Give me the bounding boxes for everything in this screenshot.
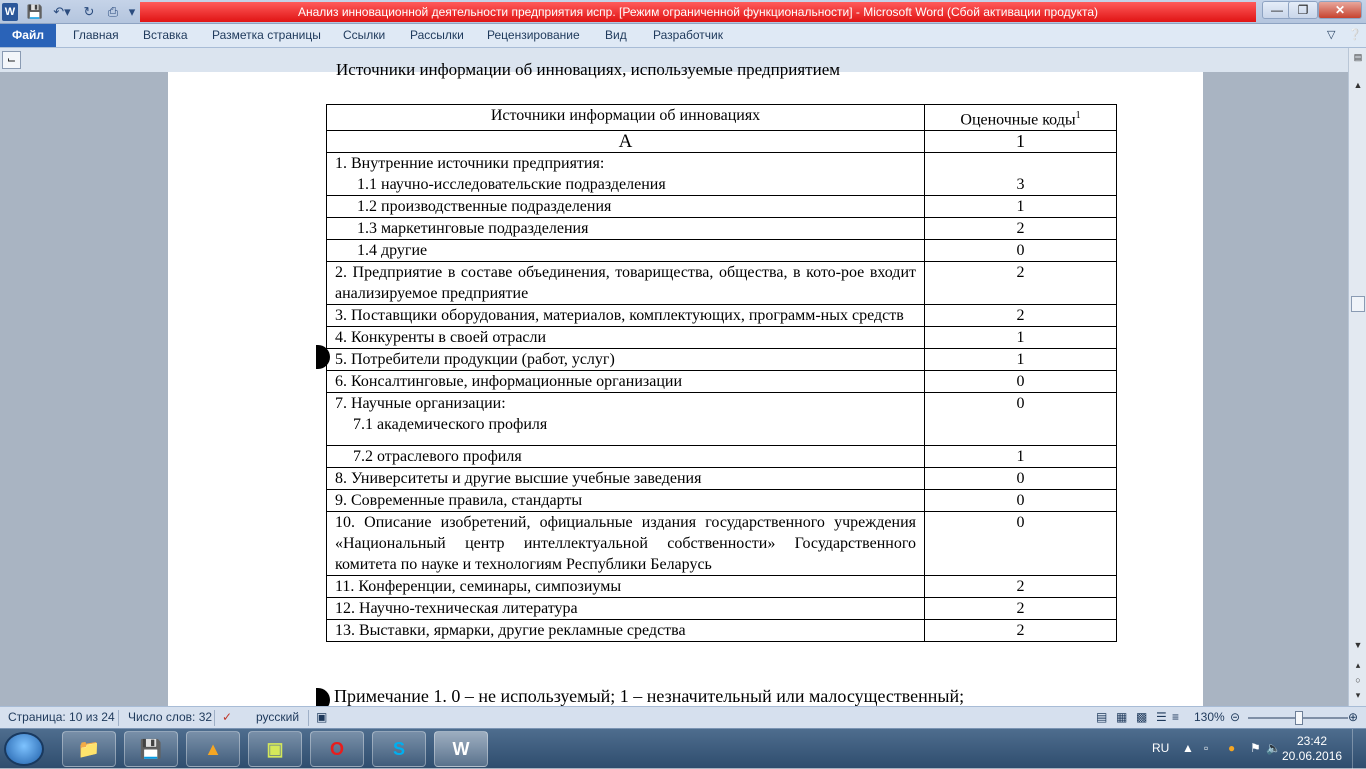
minimize-button[interactable]: — bbox=[1262, 1, 1292, 19]
row-text: 10. Описание изобретений, официальные издания государственного учреждения «Национальный центр интеллектуальной собственности» Государственного комитета по науке и технологиям Республики Беларусь bbox=[327, 512, 925, 576]
page-counter[interactable]: Страница: 10 из 24 bbox=[8, 710, 115, 724]
table-row bbox=[327, 153, 1117, 196]
status-divider bbox=[308, 710, 309, 726]
row-code: 1 bbox=[925, 349, 1117, 371]
row-text: 1.3 маркетинговые подразделения bbox=[327, 218, 925, 240]
close-button[interactable]: ✕ bbox=[1318, 1, 1362, 19]
draft-view-icon[interactable]: ≡ bbox=[1172, 710, 1180, 724]
aimp-icon[interactable]: ▲ bbox=[186, 731, 240, 767]
full-screen-reading-icon[interactable]: ▦ bbox=[1116, 710, 1128, 724]
row-text: 7.1 академического профиля bbox=[353, 416, 548, 434]
status-divider bbox=[118, 710, 119, 726]
table-row bbox=[327, 598, 1117, 620]
maximize-button[interactable]: ❐ bbox=[1288, 1, 1318, 19]
tab-home[interactable]: Главная bbox=[73, 28, 119, 42]
row-code: 2 bbox=[925, 305, 1117, 327]
show-desktop-button[interactable] bbox=[1352, 729, 1366, 769]
clock-time: 23:42 bbox=[1296, 734, 1328, 748]
table-row bbox=[327, 349, 1117, 371]
redo-icon[interactable]: ↻ bbox=[83, 4, 95, 19]
title-bar bbox=[0, 0, 1366, 24]
row-text: 9. Современные правила, стандарты bbox=[327, 490, 925, 512]
tab-insert[interactable]: Вставка bbox=[143, 28, 188, 42]
header-source: Источники информации об инновациях bbox=[327, 105, 925, 131]
row-code: 1 bbox=[925, 446, 1117, 468]
row-text: 1.4 другие bbox=[327, 240, 925, 262]
row-code: 2 bbox=[925, 576, 1117, 598]
document-page[interactable] bbox=[168, 60, 1203, 712]
row-code: 2 bbox=[925, 620, 1117, 642]
row-text: 1.1 научно-исследовательские подразделения bbox=[357, 176, 666, 194]
tab-references[interactable]: Ссылки bbox=[343, 28, 386, 42]
partial-heading: Источники информации об инновациях, используемые предприятием bbox=[336, 60, 840, 79]
taskbar bbox=[0, 728, 1366, 768]
status-divider bbox=[214, 710, 215, 726]
row-text: 7.2 отраслевого профиля bbox=[327, 446, 925, 468]
sticky-notes-icon[interactable]: ▣ bbox=[248, 731, 302, 767]
row-code: 0 bbox=[925, 512, 1117, 576]
table-row bbox=[327, 446, 1117, 468]
row-code: 3 bbox=[925, 153, 1117, 196]
tab-stop-selector-icon[interactable]: ⌙ bbox=[2, 51, 21, 69]
tab-file[interactable]: Файл bbox=[0, 24, 56, 47]
table-row bbox=[327, 218, 1117, 240]
status-bar bbox=[0, 706, 1366, 728]
row-text: 8. Университеты и другие высшие учебные заведения bbox=[327, 468, 925, 490]
volume-icon[interactable]: 🔈 bbox=[1266, 741, 1281, 755]
tray-app-icon[interactable]: ● bbox=[1228, 741, 1236, 755]
zoom-out-icon[interactable]: ⊝ bbox=[1230, 710, 1241, 724]
keyboard-language[interactable]: RU bbox=[1152, 741, 1170, 755]
tab-mailings[interactable]: Рассылки bbox=[410, 28, 464, 42]
table-header-row bbox=[327, 105, 1117, 131]
customize-qat-icon[interactable]: ▾ bbox=[128, 4, 136, 19]
outline-view-icon[interactable]: ☰ bbox=[1156, 710, 1167, 724]
header-code: Оценочные коды$^1$ bbox=[925, 105, 1117, 131]
word-counter[interactable]: Число слов: 32 bbox=[128, 710, 213, 724]
tab-page-layout[interactable]: Разметка страницы bbox=[212, 28, 321, 42]
subheader-source: А bbox=[327, 131, 925, 153]
row-code: 0 bbox=[925, 371, 1117, 393]
table-row bbox=[327, 620, 1117, 642]
row-text: 13. Выставки, ярмарки, другие рекламные средства bbox=[327, 620, 925, 642]
table-row bbox=[327, 196, 1117, 218]
save-app-icon[interactable]: 💾 bbox=[124, 731, 178, 767]
table-row bbox=[327, 240, 1117, 262]
proofing-icon[interactable]: ✓ bbox=[222, 710, 233, 724]
row-text: 6. Консалтинговые, информационные организации bbox=[327, 371, 925, 393]
start-button[interactable] bbox=[4, 732, 44, 766]
row-code: 1 bbox=[925, 327, 1117, 349]
next-page-icon[interactable]: ▾ bbox=[1355, 690, 1361, 700]
row-code: 0 bbox=[925, 240, 1117, 262]
row-text: 7. Научные организации: bbox=[335, 395, 506, 413]
row-text: 3. Поставщики оборудования, материалов, комплектующих, программ-ных средств bbox=[327, 305, 925, 327]
zoom-level[interactable]: 130% bbox=[1194, 710, 1225, 724]
row-text: 5. Потребители продукции (работ, услуг) bbox=[327, 349, 925, 371]
row-code: 0 bbox=[925, 468, 1117, 490]
view-ruler-icon[interactable]: ▤ bbox=[1353, 52, 1363, 62]
web-layout-icon[interactable]: ▩ bbox=[1136, 710, 1148, 724]
print-preview-icon[interactable]: ⎙ bbox=[107, 4, 119, 19]
row-code: 0 bbox=[925, 393, 1117, 446]
skype-icon[interactable]: S bbox=[372, 731, 426, 767]
row-code: 2 bbox=[925, 262, 1117, 305]
word-taskbar-icon[interactable]: W bbox=[434, 731, 488, 767]
macro-recording-icon[interactable]: ▣ bbox=[316, 710, 328, 724]
table-row bbox=[327, 468, 1117, 490]
row-code: 0 bbox=[925, 490, 1117, 512]
scroll-up-icon[interactable]: ▲ bbox=[1353, 80, 1363, 90]
sources-table[interactable] bbox=[326, 104, 1117, 642]
zoom-slider-thumb[interactable] bbox=[1295, 711, 1303, 725]
table-row bbox=[327, 393, 1117, 446]
explorer-icon[interactable]: 📁 bbox=[62, 731, 116, 767]
row-text: 4. Конкуренты в своей отрасли bbox=[327, 327, 925, 349]
table-subheader-row bbox=[327, 131, 1117, 153]
table-row bbox=[327, 576, 1117, 598]
row-text: 12. Научно-техническая литература bbox=[327, 598, 925, 620]
browse-object-icon[interactable]: ○ bbox=[1355, 675, 1361, 685]
scroll-thumb[interactable] bbox=[1351, 296, 1365, 312]
clock-date: 20.06.2016 bbox=[1282, 749, 1343, 763]
opera-icon[interactable]: O bbox=[310, 731, 364, 767]
subheader-code: 1 bbox=[925, 131, 1117, 153]
clock[interactable] bbox=[1282, 734, 1342, 764]
document-area[interactable] bbox=[0, 60, 1348, 706]
tab-review[interactable]: Рецензирование bbox=[487, 28, 580, 42]
print-layout-icon[interactable]: ▤ bbox=[1096, 710, 1108, 724]
table-row bbox=[327, 512, 1117, 576]
zoom-in-icon[interactable]: ⊕ bbox=[1348, 710, 1359, 724]
row-code: 1 bbox=[925, 196, 1117, 218]
row-text: 1. Внутренние источники предприятия: bbox=[335, 155, 605, 173]
expand-ribbon-icon[interactable]: ▽ bbox=[1327, 29, 1336, 41]
table-row bbox=[327, 305, 1117, 327]
row-text: 2. Предприятие в составе объединения, товарищества, общества, в кото-рое входит анализируемое предприятие bbox=[327, 262, 925, 305]
row-text: 11. Конференции, семинары, симпозиумы bbox=[327, 576, 925, 598]
save-icon[interactable]: 💾 bbox=[26, 4, 44, 19]
tab-developer[interactable]: Разработчик bbox=[653, 28, 723, 42]
row-code: 2 bbox=[925, 598, 1117, 620]
language-indicator[interactable]: русский bbox=[256, 710, 300, 724]
vertical-scrollbar[interactable] bbox=[1348, 48, 1366, 706]
table-row bbox=[327, 262, 1117, 305]
word-app-icon[interactable]: W bbox=[2, 3, 18, 21]
table-row bbox=[327, 490, 1117, 512]
window-title: Анализ инновационной деятельности предприятия испр. [Режим ограниченной функциональности] - Microsoft Word (Сбой активации продукта) bbox=[140, 2, 1256, 22]
tab-view[interactable]: Вид bbox=[605, 28, 627, 42]
undo-icon[interactable]: ↶▾ bbox=[53, 4, 71, 19]
ribbon-tabs bbox=[0, 24, 1366, 48]
row-code: 2 bbox=[925, 218, 1117, 240]
row-text: 1.2 производственные подразделения bbox=[327, 196, 925, 218]
previous-page-icon[interactable]: ▴ bbox=[1355, 660, 1361, 670]
table-row bbox=[327, 327, 1117, 349]
flag-icon[interactable]: ⚑ bbox=[1250, 741, 1261, 755]
tray-expand-icon[interactable]: ▲ bbox=[1182, 741, 1194, 755]
network-icon[interactable]: ▫ bbox=[1204, 741, 1209, 755]
table-row bbox=[327, 371, 1117, 393]
help-icon[interactable]: ❔ bbox=[1348, 29, 1362, 41]
note-paragraph: Примечание 1. 0 – не используемый; 1 – незначительный или малосущественный; bbox=[334, 686, 965, 706]
scroll-down-icon[interactable]: ▼ bbox=[1353, 640, 1363, 650]
